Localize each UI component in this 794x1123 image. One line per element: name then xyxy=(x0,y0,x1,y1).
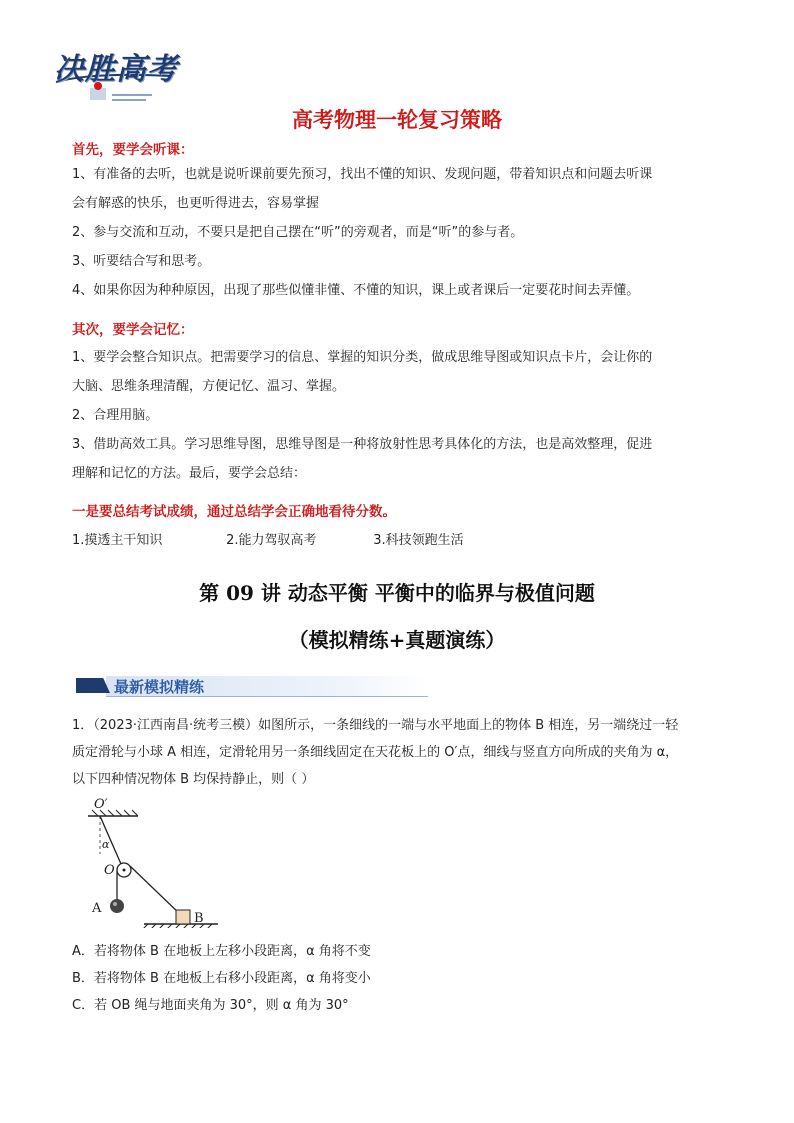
summary-red: 一是要总结考试成绩，通过总结学会正确地看待分数。 xyxy=(72,504,396,520)
logo xyxy=(52,42,180,110)
section2-line: 2、合理用脑。 xyxy=(72,408,159,423)
question-line: 1．（2023·江西南昌·统考三模）如图所示，一条细线的一端与水平地面上的物体 B 相连，另一端绕过一轻 xyxy=(72,718,679,733)
section-flag-icon xyxy=(76,678,110,693)
label-alpha: α xyxy=(102,838,110,851)
section1-body xyxy=(72,160,722,305)
section-header-label: 最新模拟精练 xyxy=(114,678,205,696)
question-1 xyxy=(72,712,732,793)
section2-line: 大脑、思维条理清醒，方便记忆、温习、掌握。 xyxy=(72,379,346,394)
section1-line: 4、如果你因为种种原因，出现了那些似懂非懂、不懂的知识，课上或者课后一定要花时间去弄懂。 xyxy=(72,283,640,298)
section1-line: 会有解惑的快乐，也更听得进去，容易掌握 xyxy=(72,196,320,211)
section-header-bar xyxy=(76,674,428,698)
section2-line: 1、要学会整合知识点。把需要学习的信息、掌握的知识分类，做成思维导图或知识点卡片，会让你的 xyxy=(72,350,653,365)
section1-line: 2、参与交流和互动，不要只是把自己摆在“听”的旁观者，而是“听”的参与者。 xyxy=(72,225,524,240)
option-a[interactable]: A．若将物体 B 在地板上左移小段距离，α 角将不变 xyxy=(72,944,371,959)
section2-heading: 其次，要学会记忆： xyxy=(72,322,194,338)
pulley-diagram xyxy=(88,796,228,928)
lecture-title: 第 09 讲 动态平衡 平衡中的临界与极值问题 xyxy=(199,581,595,605)
answer-options xyxy=(72,938,371,1019)
topic-item: 1.摸透主干知识 xyxy=(72,533,163,548)
topic-item: 3.科技领跑生活 xyxy=(373,533,464,548)
label-a: A xyxy=(92,901,102,916)
option-b[interactable]: B．若将物体 B 在地板上右移小段距离，α 角将变小 xyxy=(72,971,371,986)
section2-body xyxy=(72,343,722,488)
section2-line: 理解和记忆的方法。最后，要学会总结： xyxy=(72,466,307,481)
question-line: 质定滑轮与小球 A 相连，定滑轮用另一条细线固定在天花板上的 O′点，细线与竖直方向所成的夹角为 α， xyxy=(72,745,679,760)
option-c[interactable]: C．若 OB 绳与地面夹角为 30°，则 α 角为 30° xyxy=(72,998,349,1013)
section1-line: 3、听要结合写和思考。 xyxy=(72,254,211,269)
section2-line: 3、借助高效工具。学习思维导图，思维导图是一种将放射性思考具体化的方法，也是高效整理，促进 xyxy=(72,437,653,452)
topic-item: 2.能力驾驭高考 xyxy=(226,533,317,548)
topics-row xyxy=(72,529,464,548)
logo-text: 决胜高考 xyxy=(54,52,178,87)
label-o: O xyxy=(104,863,115,878)
section1-heading: 首先，要学会听课： xyxy=(72,142,194,158)
label-o-prime: O′ xyxy=(94,797,108,812)
section-header-underline xyxy=(106,696,428,697)
label-b: B xyxy=(194,911,204,926)
section1-line: 1、有准备的去听，也就是说听课前要先预习，找出不懂的知识、发现问题，带着知识点和问题去听课 xyxy=(72,167,653,182)
page-title: 高考物理一轮复习策略 xyxy=(292,108,502,132)
lecture-subtitle: （模拟精练+真题演练） xyxy=(288,628,506,652)
physics-figure xyxy=(88,796,228,928)
question-line: 以下四种情况物体 B 均保持静止，则（ ） xyxy=(72,772,315,787)
